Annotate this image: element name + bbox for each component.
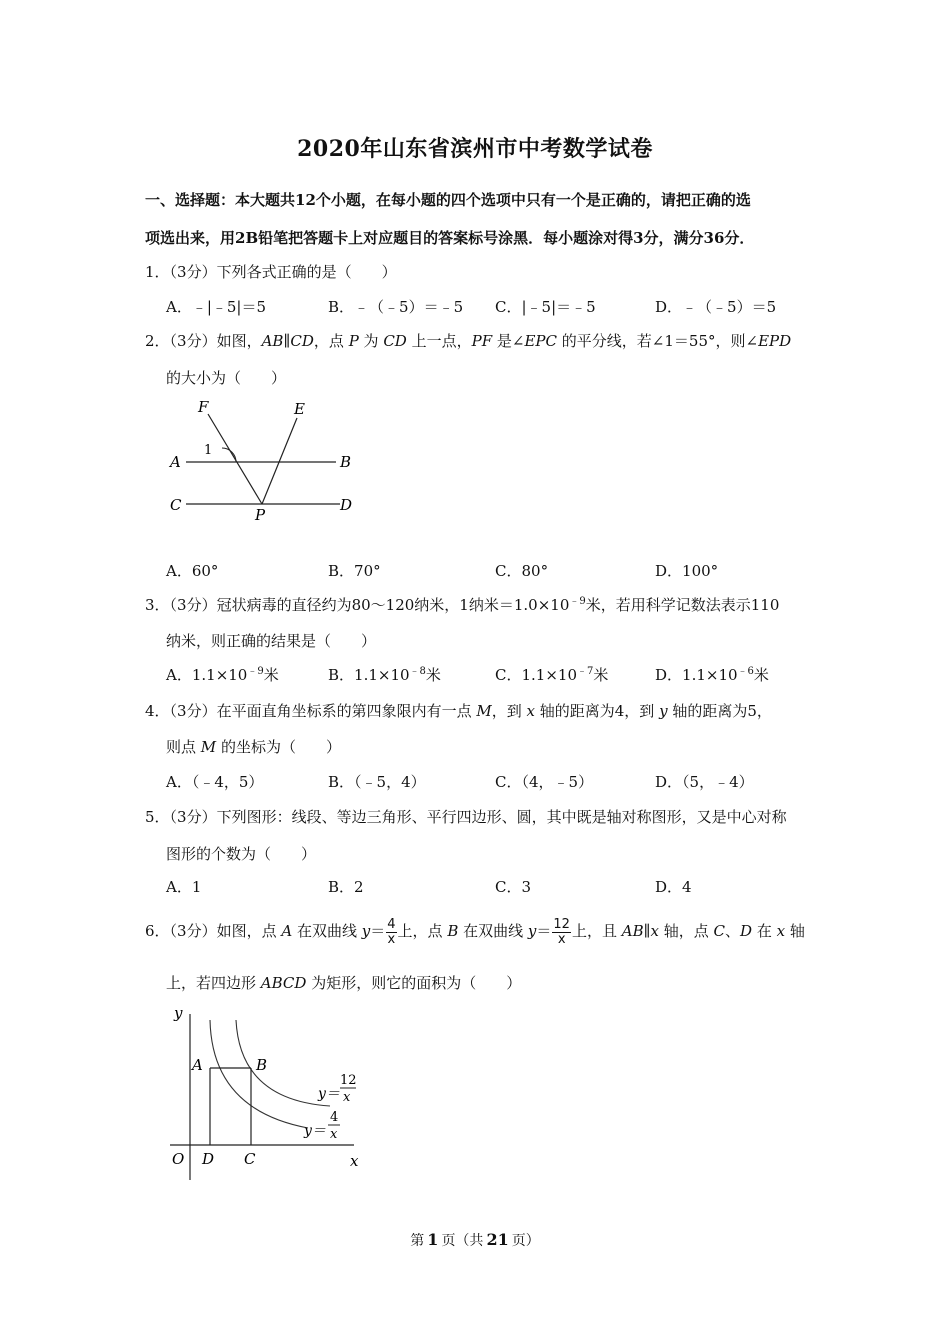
exam-title: 2020年山东省滨州市中考数学试卷 <box>297 136 653 162</box>
q6-eq4-den: x <box>330 1127 338 1142</box>
q2-label-d: D <box>340 496 353 514</box>
q5-stem-line2: 图形的个数为（ ） <box>166 845 317 863</box>
q6-label-b: B <box>256 1056 268 1074</box>
q5-option-d: D．4 <box>655 878 692 896</box>
q1-option-d: D．﹣（﹣5）＝5 <box>655 298 777 316</box>
q6-eq12-den: x <box>343 1090 351 1105</box>
q6-eq12-num: 12 <box>340 1073 357 1088</box>
q1-option-c: C．|﹣5|＝﹣5 <box>495 298 596 316</box>
q6-frac-4: $\frac{4}{x}$ <box>387 916 396 947</box>
q2-label-p: P <box>255 506 266 524</box>
q6-label-x: x <box>350 1152 359 1170</box>
q3-option-d: D．$1.1\times 10^{﹣6}$米 <box>655 666 769 684</box>
q2-stem: 2．（3分）如图，AB∥CD，点 P 为 CD 上一点，PF 是∠EPC 的平分线，若∠1＝55°，则∠EPD <box>145 332 792 350</box>
q2-option-c: C．80° <box>495 562 549 580</box>
q6-figure <box>160 1000 370 1190</box>
q6-label-a: A <box>192 1056 203 1074</box>
q3-stem-line2: 纳米，则正确的结果是（ ） <box>166 632 377 650</box>
q6-eq12-y: y＝ <box>318 1086 340 1102</box>
q2-label-c: C <box>170 496 182 514</box>
page-footer: 第 1 页（共 21 页） <box>410 1230 540 1249</box>
q6-label-c: C <box>244 1150 256 1168</box>
section-instructions <box>145 191 810 247</box>
q5-option-a: A．1 <box>166 878 202 896</box>
section-line-2: 项选出来，用2B铅笔把答题卡上对应题目的答案标号涂黑．每小题涂对得3分，满分36分． <box>145 229 755 247</box>
q4-option-a: A．（﹣4，5） <box>166 773 264 791</box>
q3-stem: 3．（3分）冠状病毒的直径约为80～120纳米，1纳米$=1.0\times 10^{﹣9}$米，若用科学记数法表示110 <box>145 596 780 614</box>
q5-option-b: B．2 <box>328 878 364 896</box>
q6-eq4-num: 4 <box>330 1110 339 1125</box>
q5-stem: 5．（3分）下列图形：线段、等边三角形、平行四边形、圆，其中既是轴对称图形，又是中心对称 <box>145 808 787 826</box>
q2-label-a: A <box>170 453 181 471</box>
q6-eq4-y: y＝ <box>304 1123 326 1139</box>
q2-label-e: E <box>294 400 305 418</box>
q4-stem: 4．（3分）在平面直角坐标系的第四象限内有一点 M，到 x 轴的距离为4，到 y 轴的距离为5， <box>145 702 772 720</box>
q2-option-d: D．100° <box>655 562 719 580</box>
q2-option-a: A．60° <box>166 562 219 580</box>
q6-label-d: D <box>202 1150 215 1168</box>
q2-figure <box>160 396 360 526</box>
q1-option-a: A．﹣|﹣5|＝5 <box>166 298 267 316</box>
q4-option-b: B．（﹣5，4） <box>328 773 426 791</box>
q4-option-d: D．（5，﹣4） <box>655 773 754 791</box>
q2-label-1: 1 <box>204 443 213 458</box>
q2-stem-line2: 的大小为（ ） <box>166 369 287 387</box>
q6-stem: 6．（3分）如图，点 A 在双曲线 y＝ $\frac{4}{x}$ 上，点 B 在双曲线 y＝ $\frac{12}{x}$ 上，且 AB∥x 轴，点 C、D 在 x 轴 <box>145 916 805 947</box>
q5-option-c: C．3 <box>495 878 532 896</box>
q1-option-b: B．﹣（﹣5）＝﹣5 <box>328 298 464 316</box>
q2-label-b: B <box>340 453 352 471</box>
q3-option-c: C．$1.1\times 10^{﹣7}$米 <box>495 666 609 684</box>
q4-option-c: C．（4，﹣5） <box>495 773 594 791</box>
q4-stem-line2: 则点 M 的坐标为（ ） <box>166 738 341 756</box>
q6-label-o: O <box>172 1150 185 1168</box>
section-line-1: 一、选择题：本大题共12个小题，在每小题的四个选项中只有一个是正确的，请把正确的选 <box>145 191 751 209</box>
q2-label-f: F <box>198 398 209 416</box>
q1-stem: 1．（3分）下列各式正确的是（ ） <box>145 263 397 281</box>
q3-option-b: B．$1.1\times 10^{﹣8}$米 <box>328 666 441 684</box>
q2-option-b: B．70° <box>328 562 381 580</box>
q3-option-a: A．$1.1\times 10^{﹣9}$米 <box>166 666 279 684</box>
q6-label-y: y <box>174 1004 183 1022</box>
q6-frac-12: $\frac{12}{x}$ <box>553 916 570 947</box>
q6-stem-line2: 上，若四边形 ABCD 为矩形，则它的面积为（ ） <box>166 974 522 992</box>
